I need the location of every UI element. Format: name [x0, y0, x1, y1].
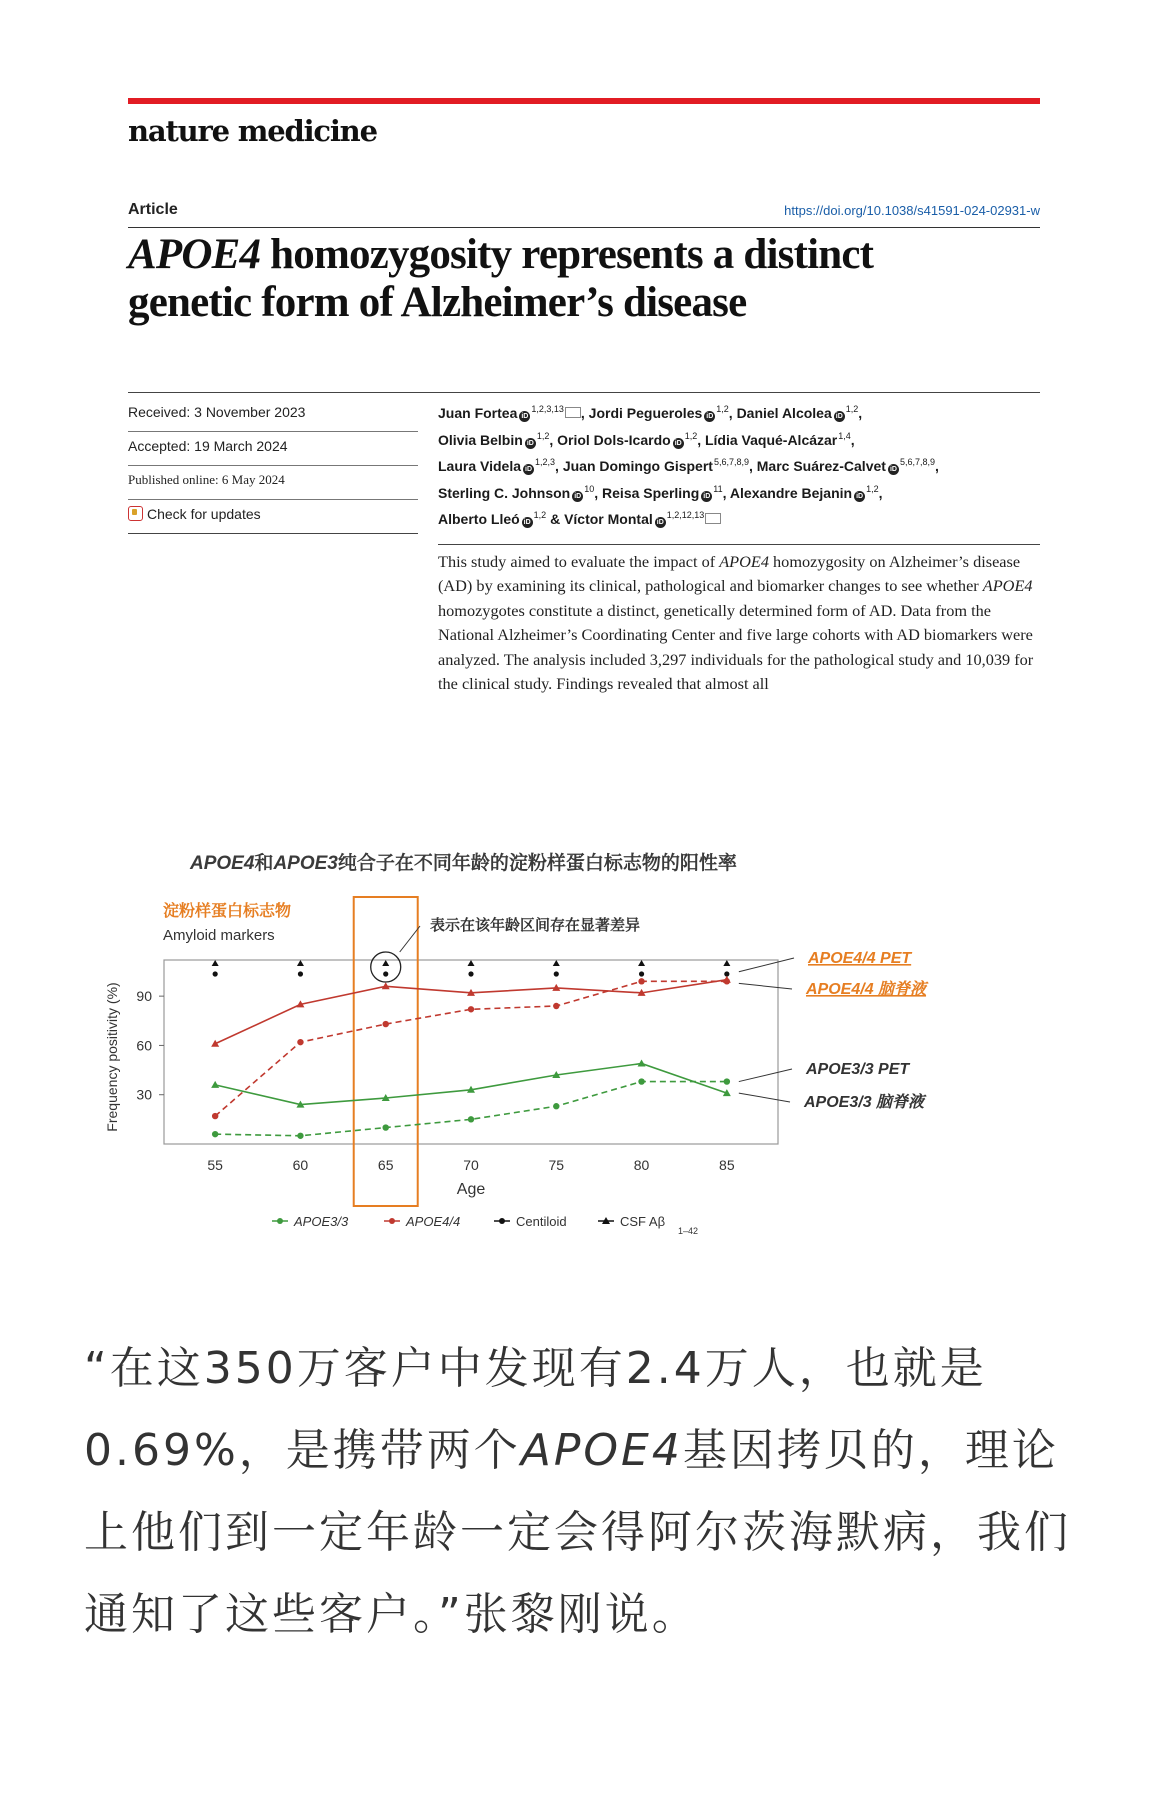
author-affiliation: 1,2,3,13 — [531, 404, 564, 414]
author-separator: , — [878, 484, 883, 501]
author-affiliation: 1,2,12,13 — [666, 510, 705, 520]
author-name[interactable]: Laura Videla — [438, 458, 522, 474]
data-point — [297, 1133, 303, 1139]
author-affiliation: 5,6,7,8,9 — [899, 457, 935, 467]
check-updates-icon — [128, 506, 143, 521]
orcid-icon[interactable]: iD — [523, 519, 531, 526]
x-tick-label: 85 — [719, 1157, 735, 1173]
data-point — [468, 1116, 474, 1122]
author-separator: , — [850, 431, 855, 448]
data-point — [724, 978, 730, 984]
significance-dot — [298, 971, 303, 976]
y-tick-label: 90 — [136, 988, 152, 1005]
data-point — [212, 1131, 218, 1137]
author-separator: , — [555, 458, 563, 474]
orcid-icon[interactable]: iD — [703, 492, 711, 500]
author-name[interactable]: Juan Domingo Gispert — [562, 458, 713, 474]
title-gene: APOE4 — [128, 231, 261, 278]
author-name[interactable]: Daniel Alcolea — [736, 405, 832, 421]
x-tick-label: 65 — [377, 1157, 394, 1173]
legend-marker — [277, 1218, 283, 1224]
data-point — [638, 978, 644, 984]
author-name[interactable]: Alberto Lleó — [438, 511, 520, 527]
series-annotation: APOE4/4 PET — [808, 950, 912, 967]
orcid-icon[interactable]: iD — [835, 413, 843, 420]
quote-gene: APOE4 — [520, 1425, 683, 1476]
author-separator: , — [728, 405, 737, 421]
legend-label: APOE3/3 — [294, 1214, 349, 1229]
check-updates-label: Check for updates — [147, 506, 261, 522]
article-title — [128, 231, 1040, 327]
amyloid-label-en: Amyloid markers — [163, 927, 275, 944]
author-affiliation: 1,2 — [533, 510, 547, 520]
legend-label: CSF Aβ — [620, 1214, 666, 1229]
abstract-gene: APOE4 — [719, 552, 769, 571]
amyloid-label-cn: 淀粉样蛋白标志物 — [163, 903, 292, 920]
data-point — [553, 1003, 559, 1009]
figure-title-text: 纯合子在不同年龄的淀粉样蛋白标志物的阳性率 — [337, 853, 737, 874]
author-name[interactable]: Marc Suárez-Calvet — [756, 458, 886, 474]
figure-title-gene: APOE4 — [190, 853, 255, 874]
author-affiliation: 1,2 — [684, 430, 698, 441]
data-point — [383, 1124, 389, 1130]
author-separator: , — [722, 484, 730, 501]
significance-note: 表示在该年龄区间存在显著差异 — [430, 917, 641, 934]
author-affiliation: 1,4 — [838, 430, 851, 441]
journal-name: nature medicine — [128, 114, 377, 148]
abstract-text: This study aimed to evaluate the impact of — [438, 552, 720, 571]
x-tick-label: 70 — [463, 1157, 479, 1173]
data-point — [212, 1113, 218, 1119]
y-tick-label: 30 — [136, 1086, 152, 1103]
doi-link[interactable]: https://doi.org/10.1038/s41591-024-02931-w — [784, 203, 1040, 218]
received-date: Received: 3 November 2023 — [128, 398, 418, 432]
orcid-icon[interactable]: iD — [674, 439, 682, 447]
author-separator: , — [594, 484, 603, 501]
orcid-icon[interactable]: iD — [526, 439, 534, 447]
significance-dot — [554, 971, 559, 976]
author-name[interactable]: Reisa Sperling — [602, 484, 700, 501]
x-tick-label: 55 — [207, 1157, 223, 1173]
author-list — [438, 398, 1040, 531]
significance-dot — [213, 971, 218, 976]
orcid-icon[interactable]: iD — [521, 413, 529, 420]
author-affiliation: 11 — [713, 483, 723, 494]
author-affiliation: 10 — [584, 483, 595, 494]
published-date: Published online: 6 May 2024 — [128, 466, 418, 500]
article-dates — [128, 398, 418, 534]
x-tick-label: 60 — [292, 1157, 309, 1173]
orcid-icon[interactable]: iD — [574, 492, 582, 500]
significance-dot — [639, 971, 644, 976]
abstract-gene: APOE4 — [982, 576, 1033, 596]
amyloid-positivity-chart — [0, 880, 1170, 1250]
author-name[interactable]: Jordi Pegueroles — [588, 405, 703, 421]
journal-red-bar — [128, 98, 1040, 104]
title-line1-rest: homozygosity represents a distinct — [260, 231, 874, 278]
author-separator: , — [934, 458, 939, 474]
series-annotation: APOE3/3 脑脊液 — [804, 1094, 925, 1111]
author-affiliation: 1,2,3 — [535, 457, 556, 467]
data-point — [468, 1006, 474, 1012]
author-name[interactable]: Alexandre Bejanin — [729, 484, 853, 501]
quote-text: 基因拷贝的，理论上他们到一定年龄一定会得阿尔茨海默病，我们通知了这些客户。”张黎刚说。 — [84, 1425, 1071, 1640]
author-separator: , — [580, 405, 589, 421]
author-affiliation: 1,2 — [845, 404, 859, 414]
author-separator: , — [697, 431, 705, 448]
author-name[interactable]: Olivia Belbin — [438, 431, 523, 448]
data-point — [553, 1103, 559, 1109]
abstract — [438, 550, 1040, 724]
author-separator: & — [546, 511, 565, 527]
author-name[interactable]: Lídia Vaqué-Alcázar — [704, 431, 838, 448]
quote-text: “在这350万客户中发现有2.4万人，也就是0.69%，是携带两个 — [84, 1343, 987, 1476]
y-axis-label: Frequency positivity (%) — [104, 982, 120, 1132]
title-line2: genetic form of Alzheimer’s disease — [128, 279, 747, 326]
legend-subscript: 1–42 — [678, 1226, 699, 1236]
author-name[interactable]: Oriol Dols-Icardo — [557, 431, 671, 448]
author-affiliation: 1,2 — [866, 483, 879, 494]
article-type: Article — [128, 201, 178, 218]
author-name[interactable]: Víctor Montal — [564, 511, 653, 527]
figure-title-text: 和 — [254, 853, 274, 874]
series-annotation: APOE4/4 脑脊液 — [806, 981, 927, 998]
legend-label: Centiloid — [516, 1214, 567, 1229]
orcid-icon[interactable]: iD — [856, 492, 864, 500]
series-annotation: APOE3/3 PET — [806, 1061, 910, 1078]
author-name[interactable]: Juan Fortea — [438, 405, 518, 421]
data-point — [724, 1078, 730, 1084]
significance-dot — [468, 971, 473, 976]
x-axis-label: Age — [456, 1181, 486, 1198]
mail-icon[interactable] — [565, 407, 581, 418]
significance-dot — [383, 971, 388, 976]
check-updates-button[interactable] — [128, 500, 418, 534]
paper-header — [128, 98, 1040, 694]
legend-marker — [499, 1218, 505, 1224]
author-separator: , — [549, 431, 558, 448]
author-separator: , — [858, 405, 863, 421]
abstract-text: homozygosity on Alzheimer’s disease (AD) by examining its clinical, pathological and biomarker changes to see whether — [438, 552, 1021, 596]
divider — [438, 544, 1040, 545]
orcid-icon[interactable]: iD — [656, 519, 664, 526]
y-tick-label: 60 — [136, 1037, 152, 1054]
orcid-icon[interactable]: iD — [525, 466, 533, 473]
figure-title — [190, 848, 737, 875]
data-point — [383, 1021, 389, 1027]
orcid-icon[interactable]: iD — [706, 413, 714, 420]
author-affiliation: 1,2 — [536, 430, 550, 441]
x-tick-label: 75 — [548, 1157, 565, 1173]
data-point — [297, 1039, 303, 1045]
abstract-text: homozygotes constitute a distinct, genetically determined form of AD. Data from the National Alzheimer’s Coordinating Center and five large cohorts with AD biomarkers were analyzed. The analysis included 3,297 individuals for the pathological study and 10,039 for the clinical study. Findings revealed that almost all — [438, 600, 1034, 694]
legend-label: APOE4/4 — [406, 1214, 461, 1229]
mail-icon[interactable] — [705, 513, 721, 524]
article-meta-row — [128, 201, 1040, 228]
orcid-icon[interactable]: iD — [889, 466, 897, 473]
legend-marker — [389, 1218, 395, 1224]
accepted-date: Accepted: 19 March 2024 — [128, 432, 418, 466]
author-name[interactable]: Sterling C. Johnson — [438, 484, 571, 501]
x-tick-label: 80 — [633, 1157, 650, 1173]
figure-title-gene: APOE3 — [273, 853, 338, 874]
divider — [128, 392, 1040, 393]
data-point — [638, 1078, 644, 1084]
author-separator: , — [748, 458, 757, 474]
quote-paragraph — [84, 1328, 1074, 1656]
author-affiliation: 1,2 — [716, 404, 729, 414]
author-affiliation: 5,6,7,8,9 — [713, 457, 749, 467]
